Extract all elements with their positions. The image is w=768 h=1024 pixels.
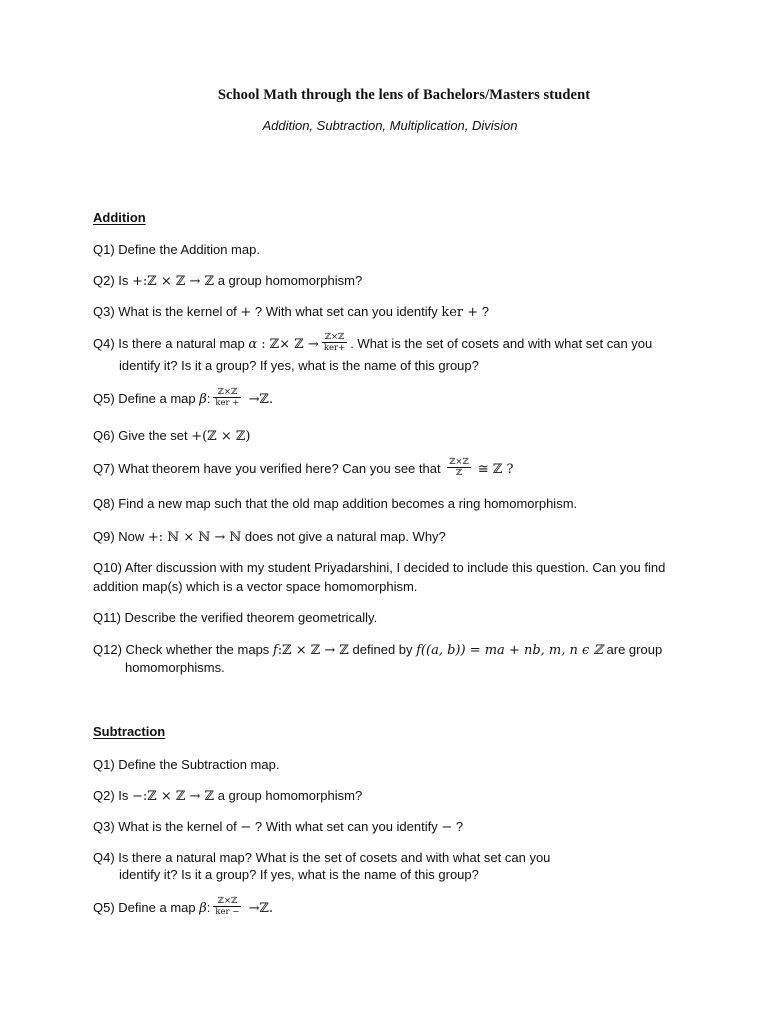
addition-q7-fraction: [447, 457, 471, 478]
subtraction-q2-math: −:ℤ × ℤ → ℤ: [132, 789, 215, 804]
addition-heading: Addition: [93, 210, 146, 225]
fraction-numerator: ℤ×ℤ: [213, 896, 241, 907]
addition-q11: Q11) Describe the verified theorem geometrically.: [93, 610, 378, 625]
subtraction-q3-math: −: [240, 820, 252, 835]
addition-q9-text-end: does not give a natural map. Why?: [241, 529, 446, 544]
subtraction-q3-math-minus: −: [441, 820, 453, 835]
addition-q6: [93, 427, 683, 445]
addition-q3-text-mid: ? With what set can you identify: [251, 304, 442, 319]
addition-q3-math: +: [240, 305, 252, 320]
subtraction-q3-text-end: ?: [452, 819, 464, 834]
subtraction-q4: Q4) Is there a natural map? What is the set of cosets and with what set can you: [93, 850, 551, 865]
addition-q4-fraction: [322, 332, 347, 353]
colon: :: [206, 899, 211, 915]
addition-q5-fraction: [213, 387, 241, 408]
fraction-denominator: ℤ: [455, 468, 463, 478]
alpha-symbol: α: [248, 336, 258, 352]
beta-symbol: β: [199, 391, 207, 407]
fraction-denominator: ker +: [215, 398, 240, 408]
subtraction-q2-text-end: a group homomorphism?: [214, 788, 363, 803]
fraction-numerator: ℤ×ℤ: [213, 387, 241, 398]
addition-q2-math: +:ℤ × ℤ → ℤ: [132, 274, 215, 289]
addition-q4-text: Q4) Is there a natural map: [93, 335, 249, 351]
addition-q9: [93, 528, 683, 546]
subtraction-q5-text: Q5) Define a map: [93, 899, 200, 915]
addition-q2: [93, 272, 683, 290]
addition-q3-math-ker: ker +: [441, 305, 479, 320]
addition-q4-math: : ℤ× ℤ →: [257, 336, 319, 352]
addition-q12-text: Q12) Check whether the maps: [93, 642, 273, 657]
addition-q3-text: Q3) What is the kernel of: [93, 304, 241, 319]
addition-q3: [93, 303, 683, 321]
subtraction-q2-text: Q2) Is: [93, 788, 133, 803]
addition-q10-line2: addition map(s) which is a vector space homomorphism.: [93, 579, 418, 594]
addition-q4-text-end: . What is the set of cosets and with what set can you: [350, 335, 653, 351]
addition-q9-text: Q9) Now: [93, 529, 148, 544]
addition-q6-text: Q6) Give the set: [93, 428, 192, 443]
addition-q8: Q8) Find a new map such that the old map addition becomes a ring homomorphism.: [93, 496, 578, 511]
addition-q6-math: +(ℤ × ℤ): [191, 429, 251, 444]
colon: :: [206, 390, 211, 406]
addition-q2-text: Q2) Is: [93, 273, 133, 288]
addition-q7: [93, 459, 683, 480]
fraction-denominator: ker+: [323, 343, 346, 353]
subtraction-q3-text-mid: ? With what set can you identify: [251, 819, 442, 834]
addition-q12-text-mid: defined by: [348, 642, 417, 657]
addition-q5: [93, 389, 683, 410]
addition-q10: Q10) After discussion with my student Priyadarshini, I decided to include this question. Can you find: [93, 560, 666, 575]
subtraction-q3-text: Q3) What is the kernel of: [93, 819, 241, 834]
f-symbol: f: [272, 643, 278, 658]
addition-q12: [93, 641, 683, 659]
subtraction-q5-fraction: [213, 896, 241, 917]
beta-symbol: β: [199, 900, 207, 916]
subtraction-q5: [93, 898, 683, 919]
addition-q5-text: Q5) Define a map: [93, 390, 200, 406]
subtraction-heading: Subtraction: [93, 724, 166, 739]
subtraction-q2: [93, 787, 683, 805]
addition-q12-text-end: are group: [602, 642, 663, 657]
subtraction-q5-math-end: →ℤ.: [244, 900, 274, 916]
fraction-denominator: ker −: [215, 907, 240, 917]
addition-q7-text: Q7) What theorem have you verified here? Can you see that: [93, 460, 445, 476]
subtraction-q1: Q1) Define the Subtraction map.: [93, 757, 280, 772]
fraction-numerator: ℤ×ℤ: [449, 457, 469, 467]
addition-q3-text-end: ?: [478, 304, 490, 319]
document-title: School Math through the lens of Bachelors/Masters student: [217, 87, 591, 103]
document-subtitle: Addition, Subtraction, Multiplication, Division: [262, 118, 518, 133]
subtraction-q4-line2: identify it? Is it a group? If yes, what is the name of this group?: [119, 867, 479, 882]
addition-q4-line2: identify it? Is it a group? If yes, what is the name of this group?: [119, 358, 479, 373]
addition-q9-math: +: ℕ × ℕ → ℕ: [147, 530, 242, 545]
addition-q12-formula: f((a, b)) = ma + nb, m, n ϵ ℤ: [416, 643, 603, 658]
addition-q5-math-end: →ℤ.: [244, 391, 274, 407]
fraction-numerator: ℤ×ℤ: [322, 332, 347, 343]
addition-q7-math-end: ≅ ℤ ?: [473, 461, 514, 477]
addition-q4: [93, 334, 683, 355]
addition-q12-line2: homomorphisms.: [125, 660, 225, 675]
addition-q12-math: :ℤ × ℤ → ℤ: [277, 643, 349, 658]
addition-q2-text-end: a group homomorphism?: [214, 273, 363, 288]
addition-q1: Q1) Define the Addition map.: [93, 242, 260, 257]
subtraction-q3: [93, 818, 683, 836]
